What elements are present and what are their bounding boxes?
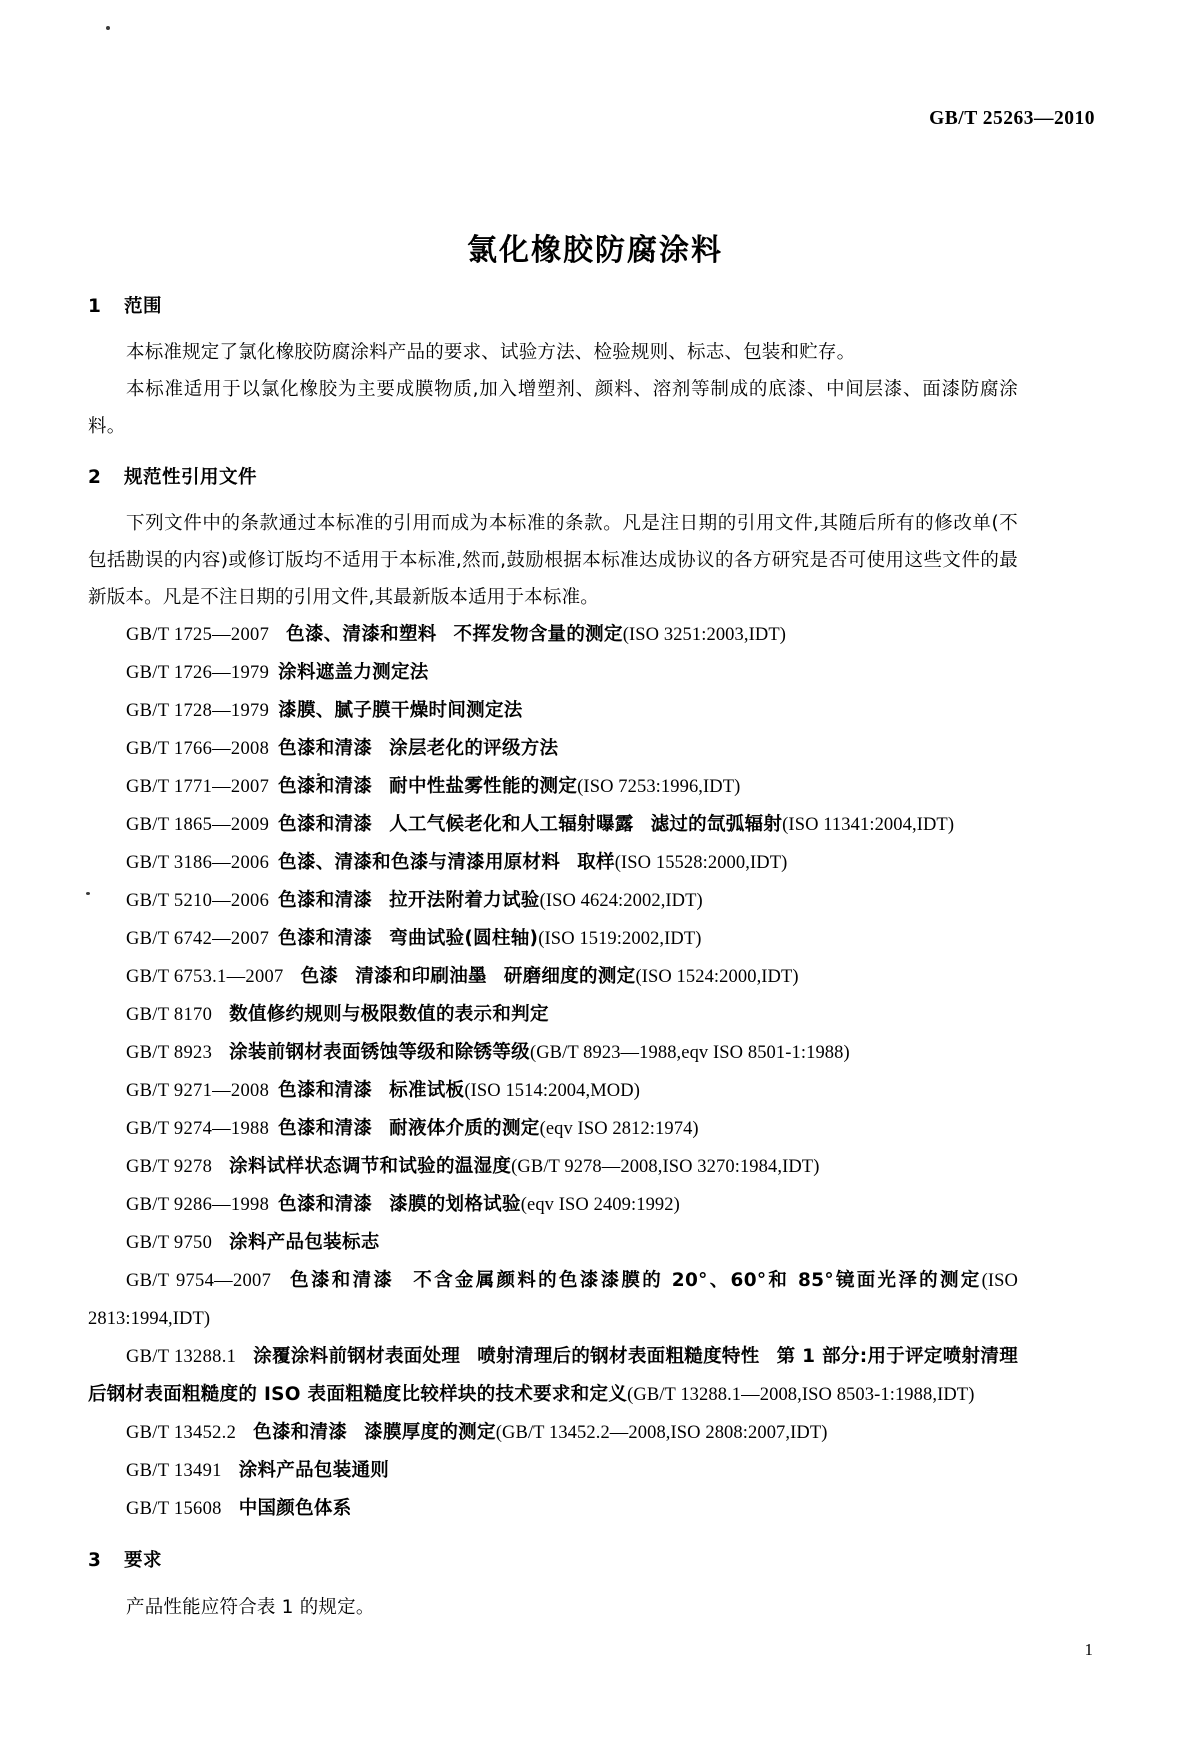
reference-tail: (ISO 1524:2000,IDT) [635, 967, 799, 988]
reference-subtitle: 标准试板 [389, 1080, 465, 1102]
section-number-2: 2 [88, 467, 102, 489]
reference-item [88, 1490, 1018, 1528]
reference-title: 涂料产品包装标志 [229, 1232, 380, 1254]
reference-item [88, 616, 1018, 654]
reference-item [88, 1224, 1018, 1262]
section-title-1: 范围 [124, 296, 163, 317]
section-1-paragraph-2: 本标准适用于以氯化橡胶为主要成膜物质,加入增塑剂、颜料、溶剂等制成的底漆、中间层漆、面漆防腐涂料。 [88, 379, 1018, 438]
reference-title: 色漆和清漆 [278, 814, 373, 836]
section-heading-3 [88, 1550, 1018, 1572]
reference-code: GB/T 13288.1 [126, 1347, 237, 1368]
reference-title: 涂料遮盖力测定法 [278, 662, 429, 684]
reference-title: 色漆和清漆 [278, 738, 373, 760]
reference-title: 色漆和清漆 [278, 776, 373, 798]
reference-subtitle: 人工气候老化和人工辐射曝露 [389, 814, 634, 836]
section-number-1: 1 [88, 296, 102, 317]
reference-tail: (eqv ISO 2409:1992) [520, 1195, 680, 1216]
scan-speckle [106, 26, 110, 30]
reference-subtitle: 取样 [577, 852, 615, 874]
reference-tail: (GB/T 13452.2—2008,ISO 2808:2007,IDT) [495, 1423, 828, 1444]
standard-number-header: GB/T 25263—2010 [929, 108, 1095, 129]
reference-code: GB/T 9750 [126, 1233, 213, 1254]
reference-tail: (GB/T 13288.1—2008,ISO 8503-1:1988,IDT) [627, 1385, 975, 1406]
reference-item [88, 654, 1018, 692]
reference-title: 色漆和清漆 [288, 1270, 395, 1292]
section-1-paragraph-1: 本标准规定了氯化橡胶防腐涂料产品的要求、试验方法、检验规则、标志、包装和贮存。 [126, 342, 856, 364]
reference-item [88, 1262, 1018, 1338]
reference-code: GB/T 9274—1988 [126, 1119, 270, 1140]
reference-tail: (ISO 11341:2004,IDT) [782, 815, 955, 836]
section-2-paragraph-1: 下列文件中的条款通过本标准的引用而成为本标准的条款。凡是注日期的引用文件,其随后所有的修改单(不包括勘误的内容)或修订版均不适用于本标准,然而,鼓励根据本标准达成协议的各方研究是否可使用这些文件的最新版本。凡是不注日期的引用文件,其最新版本适用于本标准。 [88, 513, 1018, 609]
reference-code: GB/T 1726—1979 [126, 663, 270, 684]
reference-code: GB/T 9271—2008 [126, 1081, 270, 1102]
reference-code: GB/T 1865—2009 [126, 815, 270, 836]
reference-title: 色漆和清漆 [278, 928, 373, 950]
reference-code: GB/T 8923 [126, 1043, 213, 1064]
reference-tail: (GB/T 8923—1988,eqv ISO 8501-1:1988) [529, 1043, 850, 1064]
reference-item [88, 730, 1018, 768]
document-title: 氯化橡胶防腐涂料 [467, 233, 723, 269]
reference-item [88, 958, 1018, 996]
reference-code: GB/T 13452.2 [126, 1423, 237, 1444]
section-title-2: 规范性引用文件 [124, 467, 258, 489]
reference-tail: (ISO 1519:2002,IDT) [538, 929, 702, 950]
reference-code: GB/T 13491 [126, 1461, 222, 1482]
reference-title: 色漆和清漆 [278, 1194, 373, 1216]
document-body [88, 296, 1018, 1626]
reference-title: 色漆和清漆 [278, 890, 373, 912]
reference-title: 漆膜、腻子膜干燥时间测定法 [278, 700, 523, 722]
reference-code: GB/T 6742—2007 [126, 929, 270, 950]
reference-title: 色漆和清漆 [253, 1422, 348, 1444]
reference-subtitle-2: 研磨细度的测定 [503, 966, 636, 988]
reference-subtitle: 不挥发物含量的测定 [453, 624, 623, 646]
reference-code: GB/T 1766—2008 [126, 739, 270, 760]
reference-title: 涂装前钢材表面锈蚀等级和除锈等级 [229, 1042, 530, 1064]
reference-title: 涂料产品包装通则 [238, 1460, 390, 1482]
reference-code: GB/T 1725—2007 [126, 625, 270, 646]
reference-code: GB/T 9754—2007 [126, 1271, 272, 1292]
reference-item [88, 1148, 1018, 1186]
reference-tail: (ISO 2813:1994,IDT) [88, 1271, 1018, 1330]
section-number-3: 3 [88, 1550, 102, 1572]
reference-item [88, 996, 1018, 1034]
reference-subtitle: 清漆和印刷油墨 [355, 966, 487, 988]
reference-item [88, 692, 1018, 730]
reference-tail: (ISO 3251:2003,IDT) [622, 625, 786, 646]
reference-subtitle: 拉开法附着力试验 [389, 890, 540, 912]
reference-item [88, 844, 1018, 882]
reference-subtitle-2: 滤过的氙弧辐射 [650, 814, 783, 836]
reference-tail: (GB/T 9278—2008,ISO 3270:1984,IDT) [511, 1157, 820, 1178]
reference-code: GB/T 5210—2006 [126, 891, 270, 912]
reference-code: GB/T 1771—2007 [126, 777, 270, 798]
reference-title: 数值修约规则与极限数值的表示和判定 [229, 1004, 549, 1026]
reference-subtitle: 耐中性盐雾性能的测定 [389, 776, 578, 798]
reference-title: 色漆、清漆和色漆与清漆用原材料 [278, 852, 561, 874]
reference-item [88, 920, 1018, 958]
reference-code: GB/T 15608 [126, 1499, 222, 1520]
reference-item [88, 768, 1018, 806]
section-title-3: 要求 [124, 1550, 163, 1572]
reference-title: 涂料试样状态调节和试验的温湿度 [229, 1156, 512, 1178]
reference-item [88, 1072, 1018, 1110]
reference-item [88, 1110, 1018, 1148]
normative-references-list [88, 616, 1018, 1528]
reference-item [88, 1452, 1018, 1490]
page-number: 1 [1084, 1640, 1093, 1659]
reference-tail: (ISO 7253:1996,IDT) [577, 777, 741, 798]
reference-title: 色漆和清漆 [278, 1080, 373, 1102]
reference-code: GB/T 6753.1—2007 [126, 967, 284, 988]
reference-subtitle: 弯曲试验(圆柱轴) [389, 928, 539, 950]
section-heading-2 [88, 467, 1018, 489]
reference-tail: (ISO 4624:2002,IDT) [539, 891, 703, 912]
reference-tail: (ISO 15528:2000,IDT) [614, 853, 788, 874]
reference-code: GB/T 8170 [126, 1005, 213, 1026]
reference-item [88, 1338, 1018, 1414]
reference-subtitle-2: 第 1 部分:用于评定喷射清理后钢材表面粗糙度的 ISO 表面粗糙度比较样块的技术要求和定义 [88, 1346, 1018, 1406]
reference-title: 色漆 [300, 966, 339, 988]
reference-tail: (ISO 1514:2004,MOD) [464, 1081, 640, 1102]
reference-item [88, 1034, 1018, 1072]
reference-subtitle: 耐液体介质的测定 [389, 1118, 540, 1140]
reference-subtitle: 漆膜的划格试验 [389, 1194, 521, 1216]
reference-code: GB/T 1728—1979 [126, 701, 270, 722]
reference-subtitle: 喷射清理后的钢材表面粗糙度特性 [477, 1346, 760, 1368]
reference-item [88, 1186, 1018, 1224]
reference-title: 涂覆涂料前钢材表面处理 [253, 1346, 461, 1368]
reference-subtitle: 不含金属颜料的色漆漆膜的 20°、60°和 85°镜面光泽的测定 [411, 1270, 982, 1292]
reference-item [88, 806, 1018, 844]
reference-tail: (eqv ISO 2812:1974) [539, 1119, 699, 1140]
section-3-paragraph-1: 产品性能应符合表 1 的规定。 [126, 1596, 375, 1618]
reference-item [88, 1414, 1018, 1452]
reference-subtitle: 漆膜厚度的测定 [364, 1422, 496, 1444]
reference-title: 中国颜色体系 [238, 1498, 352, 1520]
reference-title: 色漆、清漆和塑料 [286, 624, 437, 646]
reference-subtitle: 涂层老化的评级方法 [389, 738, 559, 760]
reference-code: GB/T 9286—1998 [126, 1195, 270, 1216]
reference-title: 色漆和清漆 [278, 1118, 373, 1140]
section-heading-1 [88, 296, 1018, 318]
reference-code: GB/T 3186—2006 [126, 853, 270, 874]
reference-item [88, 882, 1018, 920]
reference-code: GB/T 9278 [126, 1157, 213, 1178]
